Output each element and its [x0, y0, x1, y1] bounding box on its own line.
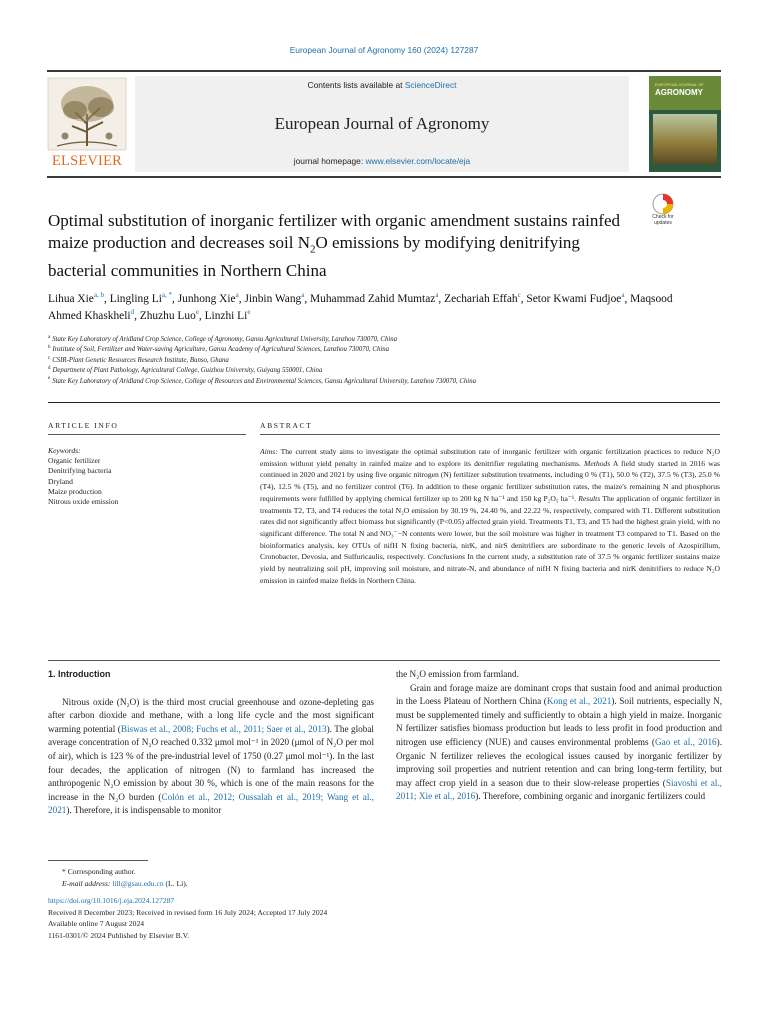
author-separator: , — [172, 293, 178, 305]
author-name[interactable]: Linzhi Li — [204, 310, 248, 322]
email-line — [48, 878, 448, 890]
citation-link[interactable]: Gao et al., 2016 — [654, 736, 717, 747]
intro-p1-text-c: ). Therefore, it is indispensable to monitor — [66, 805, 222, 816]
masthead-center — [135, 76, 629, 172]
journal-name[interactable]: European Journal of Agronomy — [274, 114, 490, 133]
intro-p2-text-c: ). Organic N fertilizer relieves the ecological issues caused by inorganic fertilizer by improving soil properties and nutrient retention and can bring long-term fertility, but may affect crop yield in a season due to their slow-release properties ( — [396, 736, 723, 788]
author-name[interactable]: Zechariah Effah — [444, 293, 518, 305]
article-info-heading: ARTICLE INFO — [48, 421, 119, 430]
intro-p1-text-b: ). The global average concentration of N₂O reached 0.332 μmol mol⁻¹ in 2020 (μmol of N₂O per mol of air), which is 123 % of the pre-industrial level of 1750 (0.27 μmol mol⁻¹). In the last four decades, the application of nitrogen (N) to farmland has increased the anthropogenic N₂O emission by about 30 %, which is one of the main reasons for the increase in the N₂O burden ( — [48, 723, 374, 802]
affiliation-item — [48, 366, 708, 376]
intro-paragraph-continued: the N₂O emission from farmland. — [396, 669, 519, 679]
title-part2: O emissions by modifying denitrifying bacterial communities in Northern China — [48, 233, 580, 281]
available-online: Available online 7 August 2024 — [48, 919, 145, 929]
keywords-list — [48, 456, 246, 507]
masthead-top-rule — [47, 70, 721, 72]
conclusions-text: In the current study, a substitution rate of 37.5 % organic fertilizer sustains maize yield by neutralizing soil pH, improving soil moisture, and nitrate-N, and abundance of nifH N fixing bacteria and nirK denitrifiers to reduce N₂O emission in rainfed maize fields in Northern China. — [260, 552, 720, 585]
author-entry — [310, 293, 444, 305]
keyword-item: Maize production — [48, 486, 102, 496]
received-dates: Received 8 December 2023; Received in revised form 16 July 2024; Accepted 17 July 2024 — [48, 907, 328, 917]
cover-small-title: EUROPEAN JOURNAL OF — [655, 82, 704, 87]
affiliation-mark: e — [48, 376, 51, 382]
citation-link[interactable]: Kong et al., 2021 — [546, 696, 612, 707]
results-label: Results — [578, 493, 601, 503]
body-column-right — [396, 668, 722, 804]
author-name[interactable]: Zhuzhu Luo — [139, 310, 196, 322]
aims-text: The current study aims to investigate the optimal substitution rate of inorganic fertilizer with organic fertilization practices to reduce N₂O emission without yield penalty in rainfed maize and to explore its denitrifier regulating mechanisms. — [260, 447, 720, 468]
check-badge-line1: Check for — [652, 214, 674, 220]
footnote-rule — [48, 860, 148, 861]
journal-masthead — [47, 70, 721, 178]
author-name[interactable]: Junhong Xie — [177, 293, 236, 305]
author-separator: , — [520, 293, 527, 305]
abstract-text — [260, 446, 720, 586]
author-entry — [244, 293, 310, 305]
homepage-line — [135, 156, 629, 166]
doi-link[interactable]: https://doi.org/10.1016/j.eja.2024.127287 — [48, 896, 175, 906]
author-entry — [178, 293, 245, 305]
homepage-link[interactable]: www.elsevier.com/locate/eja — [365, 156, 471, 166]
citation-link[interactable]: Colón et al., 2012; Oussalah et al., 2019; Wang et al., 2021 — [48, 791, 374, 816]
affiliation-mark: c — [48, 355, 51, 361]
affiliation-text: Department of Plant Pathology, Agricultural College, Guizhou University, Guiyang 550001, China — [52, 367, 323, 375]
author-entry — [205, 310, 251, 322]
affiliation-text: State Key Laboratory of Aridland Crop Science, College of Agronomy, Gansu Agricultural University, Lanzhou 730070, China — [52, 336, 398, 343]
email-link[interactable]: lill@gsau.edu.cn — [112, 878, 164, 888]
citation-link[interactable]: Siavoshi et al., 2011; Xie et al., 2016 — [396, 777, 722, 802]
homepage-prefix: journal homepage: — [293, 156, 366, 166]
affiliation-item — [48, 335, 708, 345]
check-for-updates-icon — [648, 193, 678, 215]
journal-cover-image[interactable] — [649, 76, 721, 172]
author-affiliation-mark[interactable]: a — [621, 291, 625, 300]
abstract-divider — [48, 660, 720, 661]
check-badge-label — [644, 214, 682, 226]
keyword-item: Nitrous oxide emission — [48, 497, 119, 507]
copyright-line: 1161-0301/© 2024 Published by Elsevier B.V. — [48, 930, 189, 940]
elsevier-wordmark: ELSEVIER — [51, 153, 123, 169]
intro-p2-text-b: ). Soil nutrients, especially N, must be supplemented timely and sufficiently to obtain a high yield in maize. Inorganic N fertilizer satisfies biomass production but leads to less profit in food production and nitrogen use efficiency (NUE) and causes environmental problems ( — [396, 696, 723, 747]
author-affiliation-mark[interactable]: e — [195, 308, 199, 317]
keywords-label: Keywords: — [48, 446, 81, 455]
author-separator: , — [304, 293, 311, 305]
article-title — [48, 210, 628, 282]
intro-p2-text-d: ). Therefore, combining organic and inorganic fertilizers could — [475, 791, 706, 802]
cover-photo — [653, 114, 717, 164]
author-affiliation-mark[interactable]: a — [301, 291, 305, 300]
author-separator: , — [103, 293, 110, 305]
corresponding-author-note: * Corresponding author. — [62, 867, 136, 876]
affiliation-mark: a — [48, 334, 51, 340]
author-separator: , — [134, 310, 140, 322]
author-name[interactable]: Jinbin Wang — [244, 293, 302, 305]
title-part1: Optimal substitution of inorganic fertilizer with organic amendment sustains rainfed maize production and decreases soil N — [48, 211, 621, 252]
intro-paragraph-2 — [396, 682, 722, 804]
affiliation-list — [48, 335, 708, 387]
author-name[interactable]: Lingling Li — [109, 293, 162, 305]
author-entry — [526, 293, 630, 305]
author-entry — [110, 293, 178, 305]
author-entry — [444, 293, 526, 305]
author-name[interactable]: Lihua Xie — [48, 293, 94, 305]
affiliation-mark: b — [48, 345, 51, 351]
footnotes — [48, 866, 448, 942]
email-suffix: (L. Li). — [163, 878, 188, 888]
email-label: E-mail address: — [62, 878, 113, 888]
abstract-heading: ABSTRACT — [260, 421, 313, 430]
masthead-bottom-rule — [47, 176, 721, 178]
journal-reference[interactable]: European Journal of Agronomy 160 (2024) 127287 — [289, 45, 479, 55]
article-info-rule — [48, 434, 246, 435]
check-badge-line2: updates — [654, 220, 672, 226]
intro-p2-text-a: Grain and forage maize are dominant crops that sustain food and animal production in the Loess Plateau of Northern China ( — [396, 682, 722, 707]
header-divider — [48, 402, 720, 403]
affiliation-item — [48, 377, 708, 387]
author-name[interactable]: Maqsood Ahmed Khaskheli — [48, 293, 673, 322]
affiliation-mark: d — [48, 365, 51, 371]
intro-paragraph-1 — [48, 696, 374, 818]
aims-label: Aims: — [260, 447, 278, 456]
author-affiliation-mark[interactable]: d — [130, 308, 135, 317]
keyword-item: Denitrifying bacteria — [48, 466, 112, 476]
author-separator: , — [238, 293, 245, 305]
author-affiliation-mark[interactable]: a, * — [161, 291, 173, 300]
author-name[interactable]: Muhammad Zahid Mumtaz — [310, 293, 436, 305]
elsevier-tree-icon — [47, 76, 127, 152]
author-list — [48, 291, 698, 325]
intro-p1-text-a: Nitrous oxide (N₂O) is the third most crucial greenhouse and ozone-depleting gas after carbon dioxide and methane, with a long life cycle and the most significant warming potential ( — [48, 696, 374, 734]
affiliation-text: State Key Laboratory of Aridland Crop Science, College of Resources and Environmental Sciences, Gansu Agricultural University, Lanzhou 730070, China — [52, 377, 476, 385]
elsevier-logo[interactable] — [47, 76, 127, 174]
keyword-item: Dryland — [48, 476, 73, 486]
author-affiliation-mark[interactable]: e — [247, 308, 251, 317]
results-text: The application of organic fertilizer in treatments T2, T3, and T4 reduces the total N₂O emission by 30.19 %, 24.40 %, and 22.22 %, respectively, compared with T1. Different substitution rates did not significantly affect biomass but significantly (P<0.05) affected grain yield. Treatments T1, T3, and T5 had the highest grain yield, with no significant difference. The total N and NO₃⁻−N contents were lower, but the soil moisture was higher in treatment T3 compared to T1. Based on the bioinformatics analysis, key OTUs of nifH N fixing bacteria, nirK, and nirS denitrifiers are subordinate to the generic levels of Azospirillum, Cronobacter, Devosia, and Sulfuricaulis, respectively. — [260, 493, 720, 562]
body-column-left — [48, 668, 374, 818]
sciencedirect-link[interactable]: ScienceDirect — [404, 80, 457, 90]
author-separator: , — [438, 293, 445, 305]
affiliation-item — [48, 356, 708, 366]
author-affiliation-mark[interactable]: a, b — [93, 291, 104, 300]
title-subscript: 2 — [310, 243, 316, 256]
check-for-updates-badge[interactable] — [648, 193, 678, 229]
author-separator: , — [198, 310, 205, 322]
author-affiliation-mark[interactable]: a — [435, 291, 439, 300]
author-name[interactable]: Setor Kwami Fudjoe — [526, 293, 622, 305]
abstract-rule — [260, 434, 720, 435]
affiliation-text: CSIR-Plant Genetic Resources Research Institute, Bunso, Ghana — [52, 356, 229, 364]
affiliation-text: Institute of Soil, Fertilizer and Water-saving Agriculture, Gansu Academy of Agricultural Sciences, Lanzhou 730070, China — [52, 346, 390, 354]
cover-big-title: AGRONOMY — [655, 88, 703, 97]
methods-label: Methods — [584, 458, 611, 468]
author-affiliation-mark[interactable]: a — [235, 291, 239, 300]
citation-link[interactable]: Biswas et al., 2008; Fuchs et al., 2011; Saer et al., 2013 — [120, 723, 327, 734]
keywords-block — [48, 446, 246, 507]
introduction-heading: 1. Introduction — [48, 669, 111, 679]
methods-text: A field study started in 2016 was continued in 2020 and 2021 by using five organic nitrogen (N) fertilizer substitution treatments, including 0 % (T1), 50.0 % (T2), 37.5 % (T3), 25.0 % (T4), 12.5 % (T5), and no fertilizer control (T6). In addition to these organic fertilizer substitution rates, the maize's remaining N and phosphorus requirements were fulfilled by applying chemical fertilizer up to 200 kg N ha⁻¹ and 150 kg P₂O₅ ha⁻¹. — [260, 458, 720, 503]
author-entry — [140, 310, 205, 322]
author-affiliation-mark[interactable]: c — [517, 291, 521, 300]
keyword-item: Organic fertilizer — [48, 456, 101, 466]
contents-line — [135, 80, 629, 90]
author-entry — [48, 293, 110, 305]
conclusions-label: Conclusions — [427, 552, 465, 562]
affiliation-item — [48, 345, 708, 355]
contents-prefix: Contents lists available at — [307, 80, 405, 90]
author-separator: , — [624, 293, 631, 305]
